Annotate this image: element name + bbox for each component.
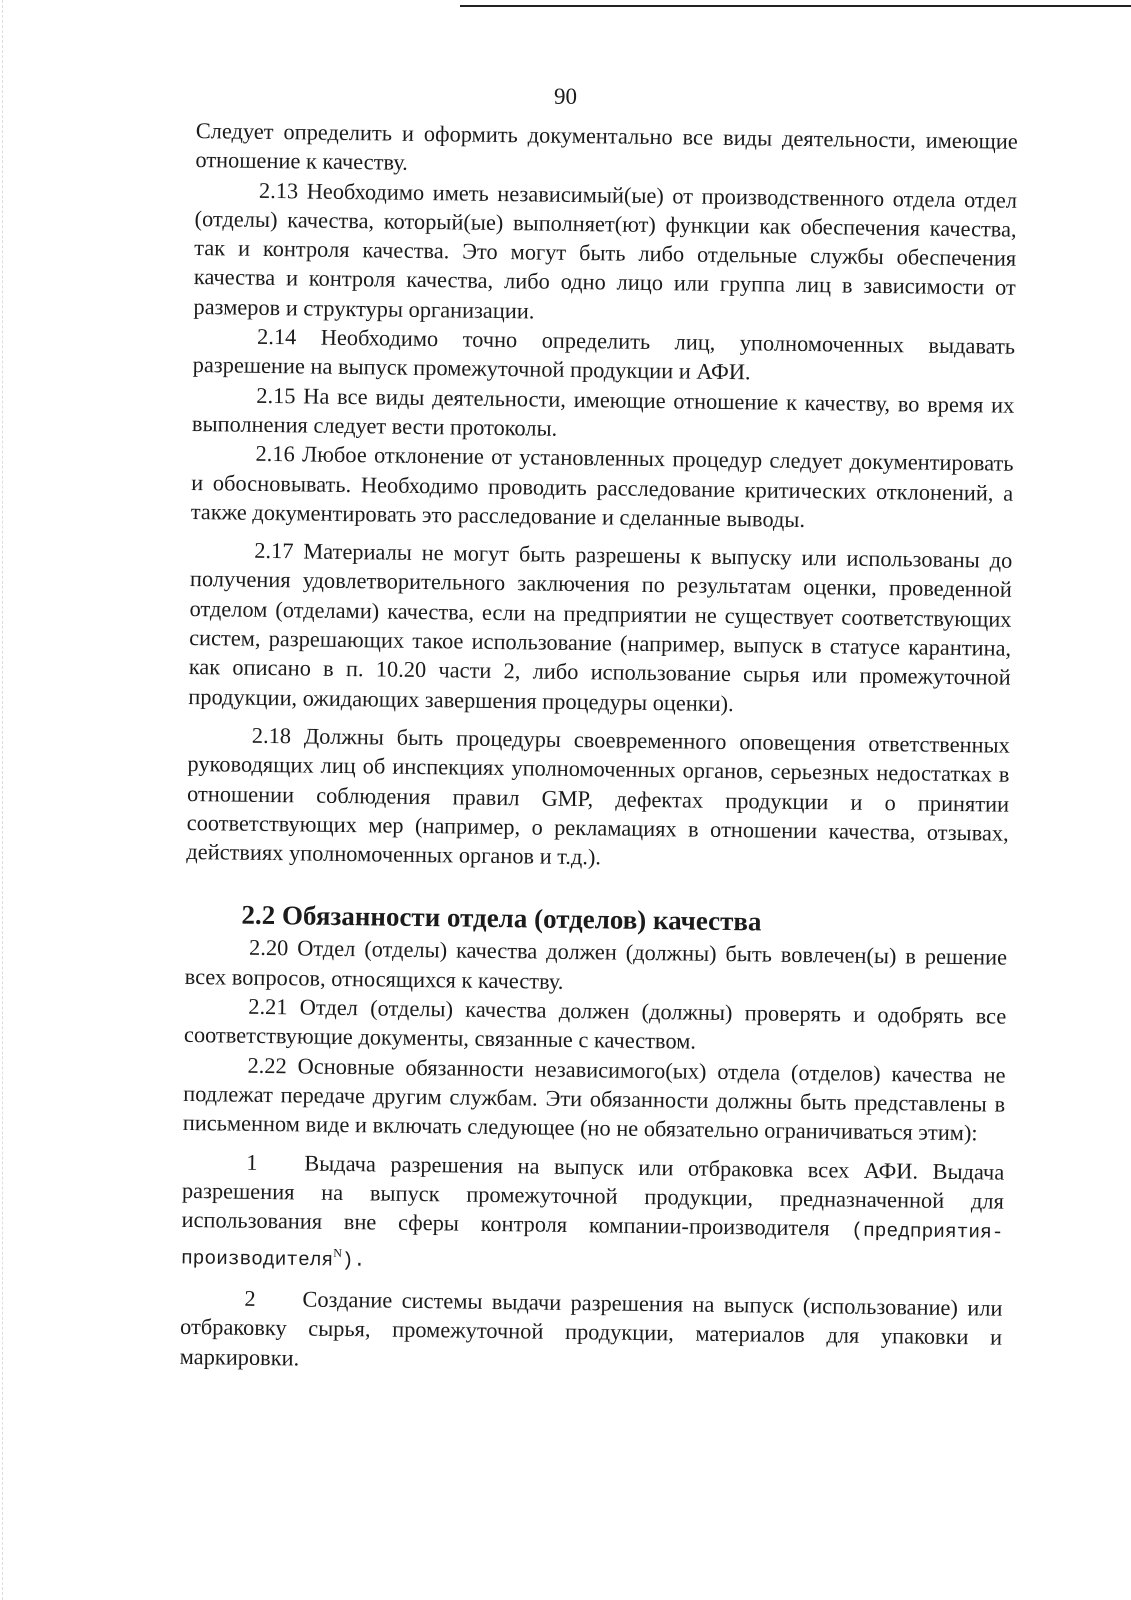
scan-left-edge bbox=[2, 0, 4, 1600]
paragraph-2-18: 2.18 Должны быть процедуры своевременного оповещения ответственных руководящих лиц об инспекциях уполномоченных органов, серьезных недостатках в отношении соблюдения правил GMP, дефектах продукции и о принятии соответствующих мер (например, о рекламациях в отношении качества, отзывах, действиях уполномоченных органов и т.д.). bbox=[186, 722, 1010, 870]
paragraph-2-17: 2.17 Материалы не могут быть разрешены к выпуску или использованы до получения удовлетворительного заключения по результатам оценки, проведенной отделом (отделами) качества, если на предприятии не существует соответствующих систем, разрешающих такое использование (например, выпуск в статусе карантина, как описано в п. 10.20 части 2, либо использование сырья или промежуточной продукции, ожидающих завершения процедуры оценки). bbox=[188, 537, 1013, 716]
list-item-1-end: ). bbox=[341, 1249, 366, 1273]
body-text bbox=[180, 116, 1018, 1382]
list-item-2 bbox=[180, 1283, 1003, 1382]
page-number: 90 bbox=[554, 84, 577, 109]
footnote-marker: N bbox=[333, 1246, 343, 1261]
list-item-2-number: 2 bbox=[244, 1285, 256, 1312]
paragraph-2-15: 2.15 На все виды деятельности, имеющие отношение к качеству, во время их выполнения следует вести протоколы. bbox=[191, 382, 1015, 441]
paragraph-2-22: 2.22 Основные обязанности независимого(ых) отдела (отделов) качества не подлежат передаче другим службам. Эти обязанности должны быть представлены в письменном виде и включать следующее (но не обязательно ограничиваться этим): bbox=[182, 1052, 1006, 1146]
top-edge-rule bbox=[460, 5, 1131, 7]
list-item-1 bbox=[181, 1146, 1005, 1284]
paragraph-2-14: 2.14 Необходимо точно определить лиц, уполномоченных выдавать разрешение на выпуск промежуточной продукции и АФИ. bbox=[192, 323, 1016, 385]
paragraph-2-20: 2.20 Отдел (отделы) качества должен (должны) быть вовлечен(ы) в решение всех вопросов, относящихся к качеству. bbox=[184, 935, 1008, 994]
list-item-2-text: Создание системы выдачи разрешения на выпуск (использование) или отбраковку сырья, промежуточной продукции, материалов для упаковки и маркировки. bbox=[179, 1286, 1003, 1371]
paragraph-2-21: 2.21 Отдел (отделы) качества должен (должны) проверять и одобрять все соответствующие документы, связанные с качеством. bbox=[183, 993, 1007, 1054]
list-item-1-text: Выдача разрешения на выпуск или отбраковка всех АФИ. Выдача разрешения на выпуск промежуточной продукции, предназначенной для использования вне сферы контроля компании-производителя bbox=[181, 1150, 1005, 1241]
paragraph-2-13: 2.13 Необходимо иметь независимый(ые) от производственного отдела отдел (отделы) качества, который(ые) выполняет(ют) функции как обеспечения качества, так и контроля качества. Это могут быть либо отдельные службы обеспечения качества и контроля качества, либо одно лицо или группа лиц в зависимости от размеров и структуры организации. bbox=[193, 177, 1018, 324]
list-item-1-number: 1 bbox=[246, 1149, 258, 1175]
list-item-1-mono-text: (предприятия-производителя bbox=[180, 1219, 1004, 1272]
section-heading: 2.2 Обязанности отдела (отделов) качества bbox=[241, 900, 762, 937]
paragraph-2-16: 2.16 Любое отклонение от установленных процедур следует документировать и обосновывать. Необходимо проводить расследование критических отклонений, а также документировать это расследование и сделанные выводы. bbox=[190, 441, 1014, 532]
paragraph-intro: Следует определить и оформить документально все виды деятельности, имеющие отношение к качеству. bbox=[195, 117, 1018, 176]
